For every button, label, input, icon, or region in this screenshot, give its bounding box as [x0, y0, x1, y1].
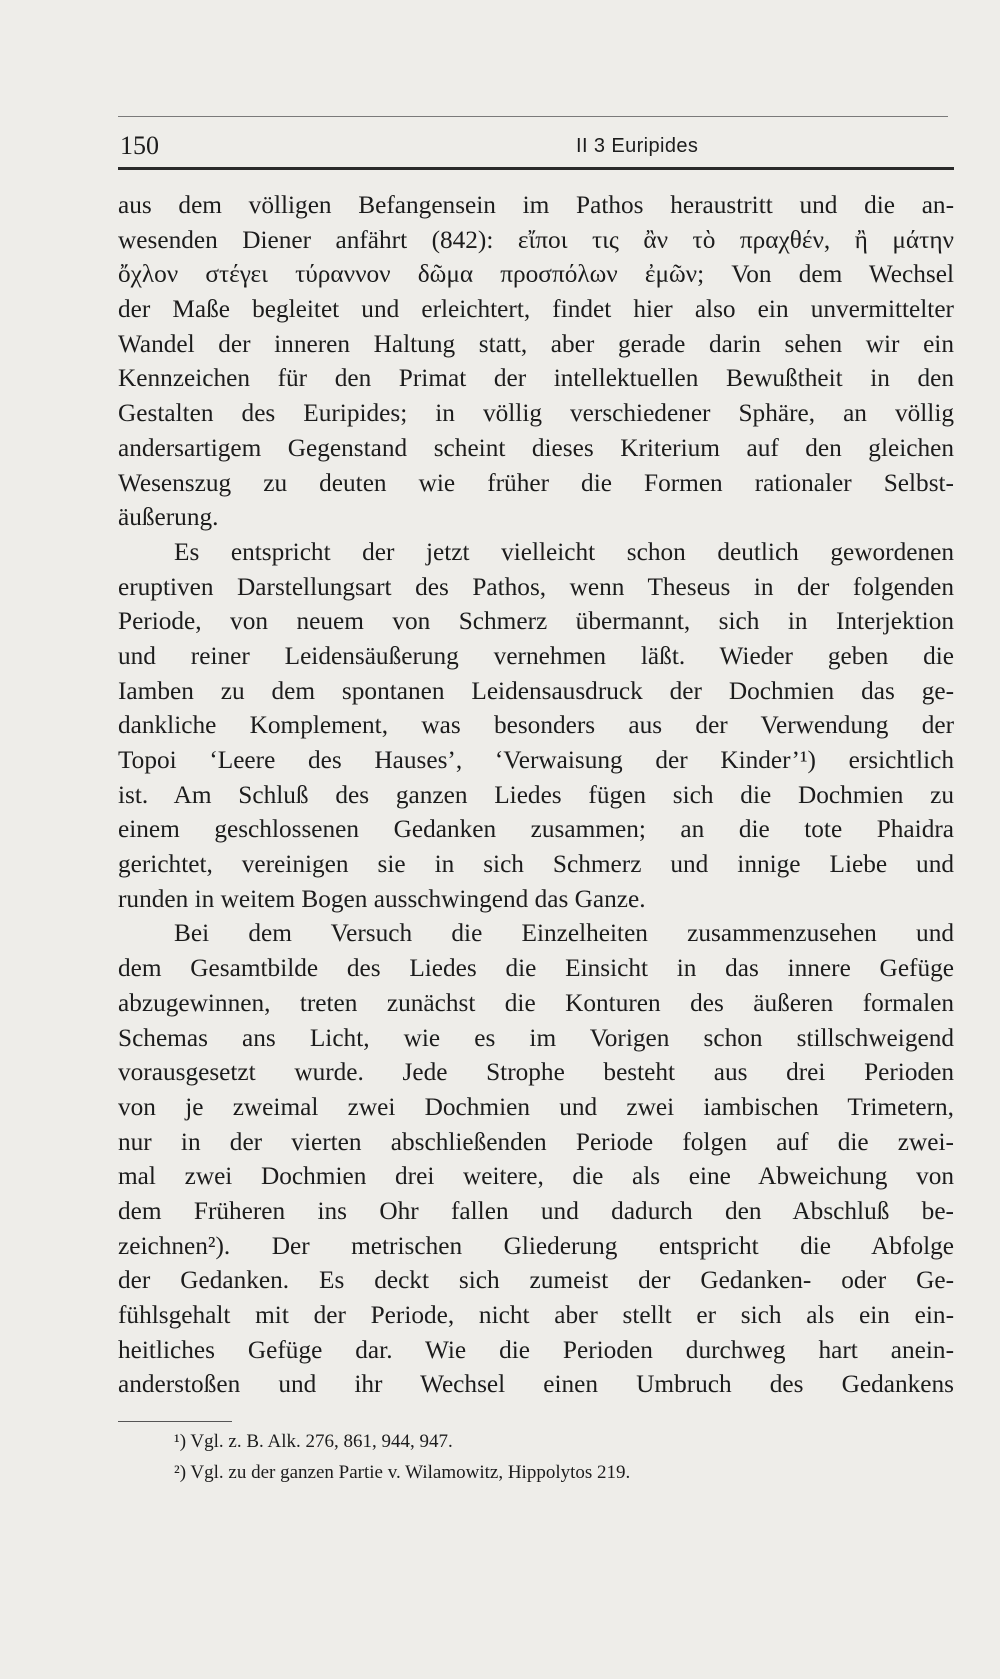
page-header: [118, 126, 948, 166]
text-line: einem geschlossenen Gedanken zusammen; an die tote Phaidra: [118, 815, 954, 844]
text-line: Gestalten des Euripides; in völlig verschiedener Sphäre, an völlig: [118, 399, 954, 428]
text-line: gerichtet, vereinigen sie in sich Schmerz und innige Liebe und: [118, 850, 954, 879]
header-top-rule: [118, 116, 948, 117]
text-line: dem Gesamtbilde des Liedes die Einsicht in das innere Gefüge: [118, 954, 954, 983]
text-line: vorausgesetzt wurde. Jede Strophe besteht aus drei Perioden: [118, 1058, 954, 1087]
text-line: Kennzeichen für den Primat der intellektuellen Bewußtheit in den: [118, 364, 954, 393]
text-line: eruptiven Darstellungsart des Pathos, wenn Theseus in der folgenden: [118, 572, 954, 601]
text-line: fühlsgehalt mit der Periode, nicht aber stellt er sich als ein ein-: [118, 1301, 954, 1329]
text-line: der Gedanken. Es deckt sich zumeist der Gedanken- oder Ge-: [118, 1266, 954, 1295]
text-line: Topoi ‘Leere des Hauses’, ‘Verwaisung der Kinder’¹) ersichtlich: [118, 746, 954, 774]
footnotes: [174, 1426, 954, 1488]
page-number: 150: [120, 131, 159, 160]
text-line: äußerung.: [118, 503, 219, 532]
text-line: dankliche Komplement, was besonders aus der Verwendung der: [118, 711, 954, 740]
text-line: andersartigem Gegenstand scheint dieses Kriterium auf den gleichen: [118, 433, 954, 462]
footnote-rule: [118, 1421, 232, 1422]
text-line: runden in weitem Bogen ausschwingend das Ganze.: [118, 884, 646, 913]
text-line: aus dem völligen Befangensein im Pathos heraustritt und die an-: [118, 191, 954, 219]
running-head: II 3 Euripides: [576, 135, 699, 157]
text-line: heitliches Gefüge dar. Wie die Perioden durchweg hart anein-: [118, 1335, 954, 1364]
text-line: abzugewinnen, treten zunächst die Konturen des äußeren formalen: [118, 988, 954, 1017]
text-line: ὄχλον στέγει τύραννον δῶμα προσπόλων ἐμῶν; Von dem Wechsel: [118, 260, 954, 289]
text-line: Wesenszug zu deuten wie früher die Formen rationaler Selbst-: [118, 468, 954, 497]
header-rule: [118, 167, 954, 170]
text-line: dem Früheren ins Ohr fallen und dadurch den Abschluß be-: [118, 1196, 954, 1225]
text-line: und reiner Leidensäußerung vernehmen läßt. Wieder geben die: [118, 641, 954, 670]
text-line: anderstoßen und ihr Wechsel einen Umbruch des Gedankens: [118, 1370, 954, 1399]
text-line: Bei dem Versuch die Einzelheiten zusammenzusehen und: [174, 919, 954, 948]
text-line: ist. Am Schluß des ganzen Liedes fügen sich die Dochmien zu: [118, 780, 954, 809]
text-line: Schemas ans Licht, wie es im Vorigen schon stillschweigend: [118, 1023, 954, 1052]
text-line: Periode, von neuem von Schmerz übermannt, sich in Interjektion: [118, 607, 954, 636]
text-line: der Maße begleitet und erleichtert, findet hier also ein unvermittelter: [118, 295, 954, 324]
text-line: mal zwei Dochmien drei weitere, die als eine Abweichung von: [118, 1162, 954, 1191]
footnote: ²) Vgl. zu der ganzen Partie v. Wilamowitz, Hippolytos 219.: [174, 1462, 631, 1483]
footnote: ¹) Vgl. z. B. Alk. 276, 861, 944, 947.: [174, 1431, 453, 1452]
text-line: Es entspricht der jetzt vielleicht schon deutlich gewordenen: [174, 537, 954, 566]
text-line: von je zweimal zwei Dochmien und zwei iambischen Trimetern,: [118, 1092, 954, 1121]
text-line: Wandel der inneren Haltung statt, aber gerade darin sehen wir ein: [118, 329, 954, 358]
text-line: Iamben zu dem spontanen Leidensausdruck der Dochmien das ge-: [118, 676, 954, 705]
text-line: wesenden Diener anfährt (842): εἴποι τις ἂν τὸ πραχθέν, ἢ μάτην: [118, 225, 954, 254]
body-text: [118, 188, 954, 1402]
text-line: nur in der vierten abschließenden Periode folgen auf die zwei-: [118, 1127, 954, 1156]
text-line: zeichnen²). Der metrischen Gliederung entspricht die Abfolge: [118, 1231, 954, 1260]
